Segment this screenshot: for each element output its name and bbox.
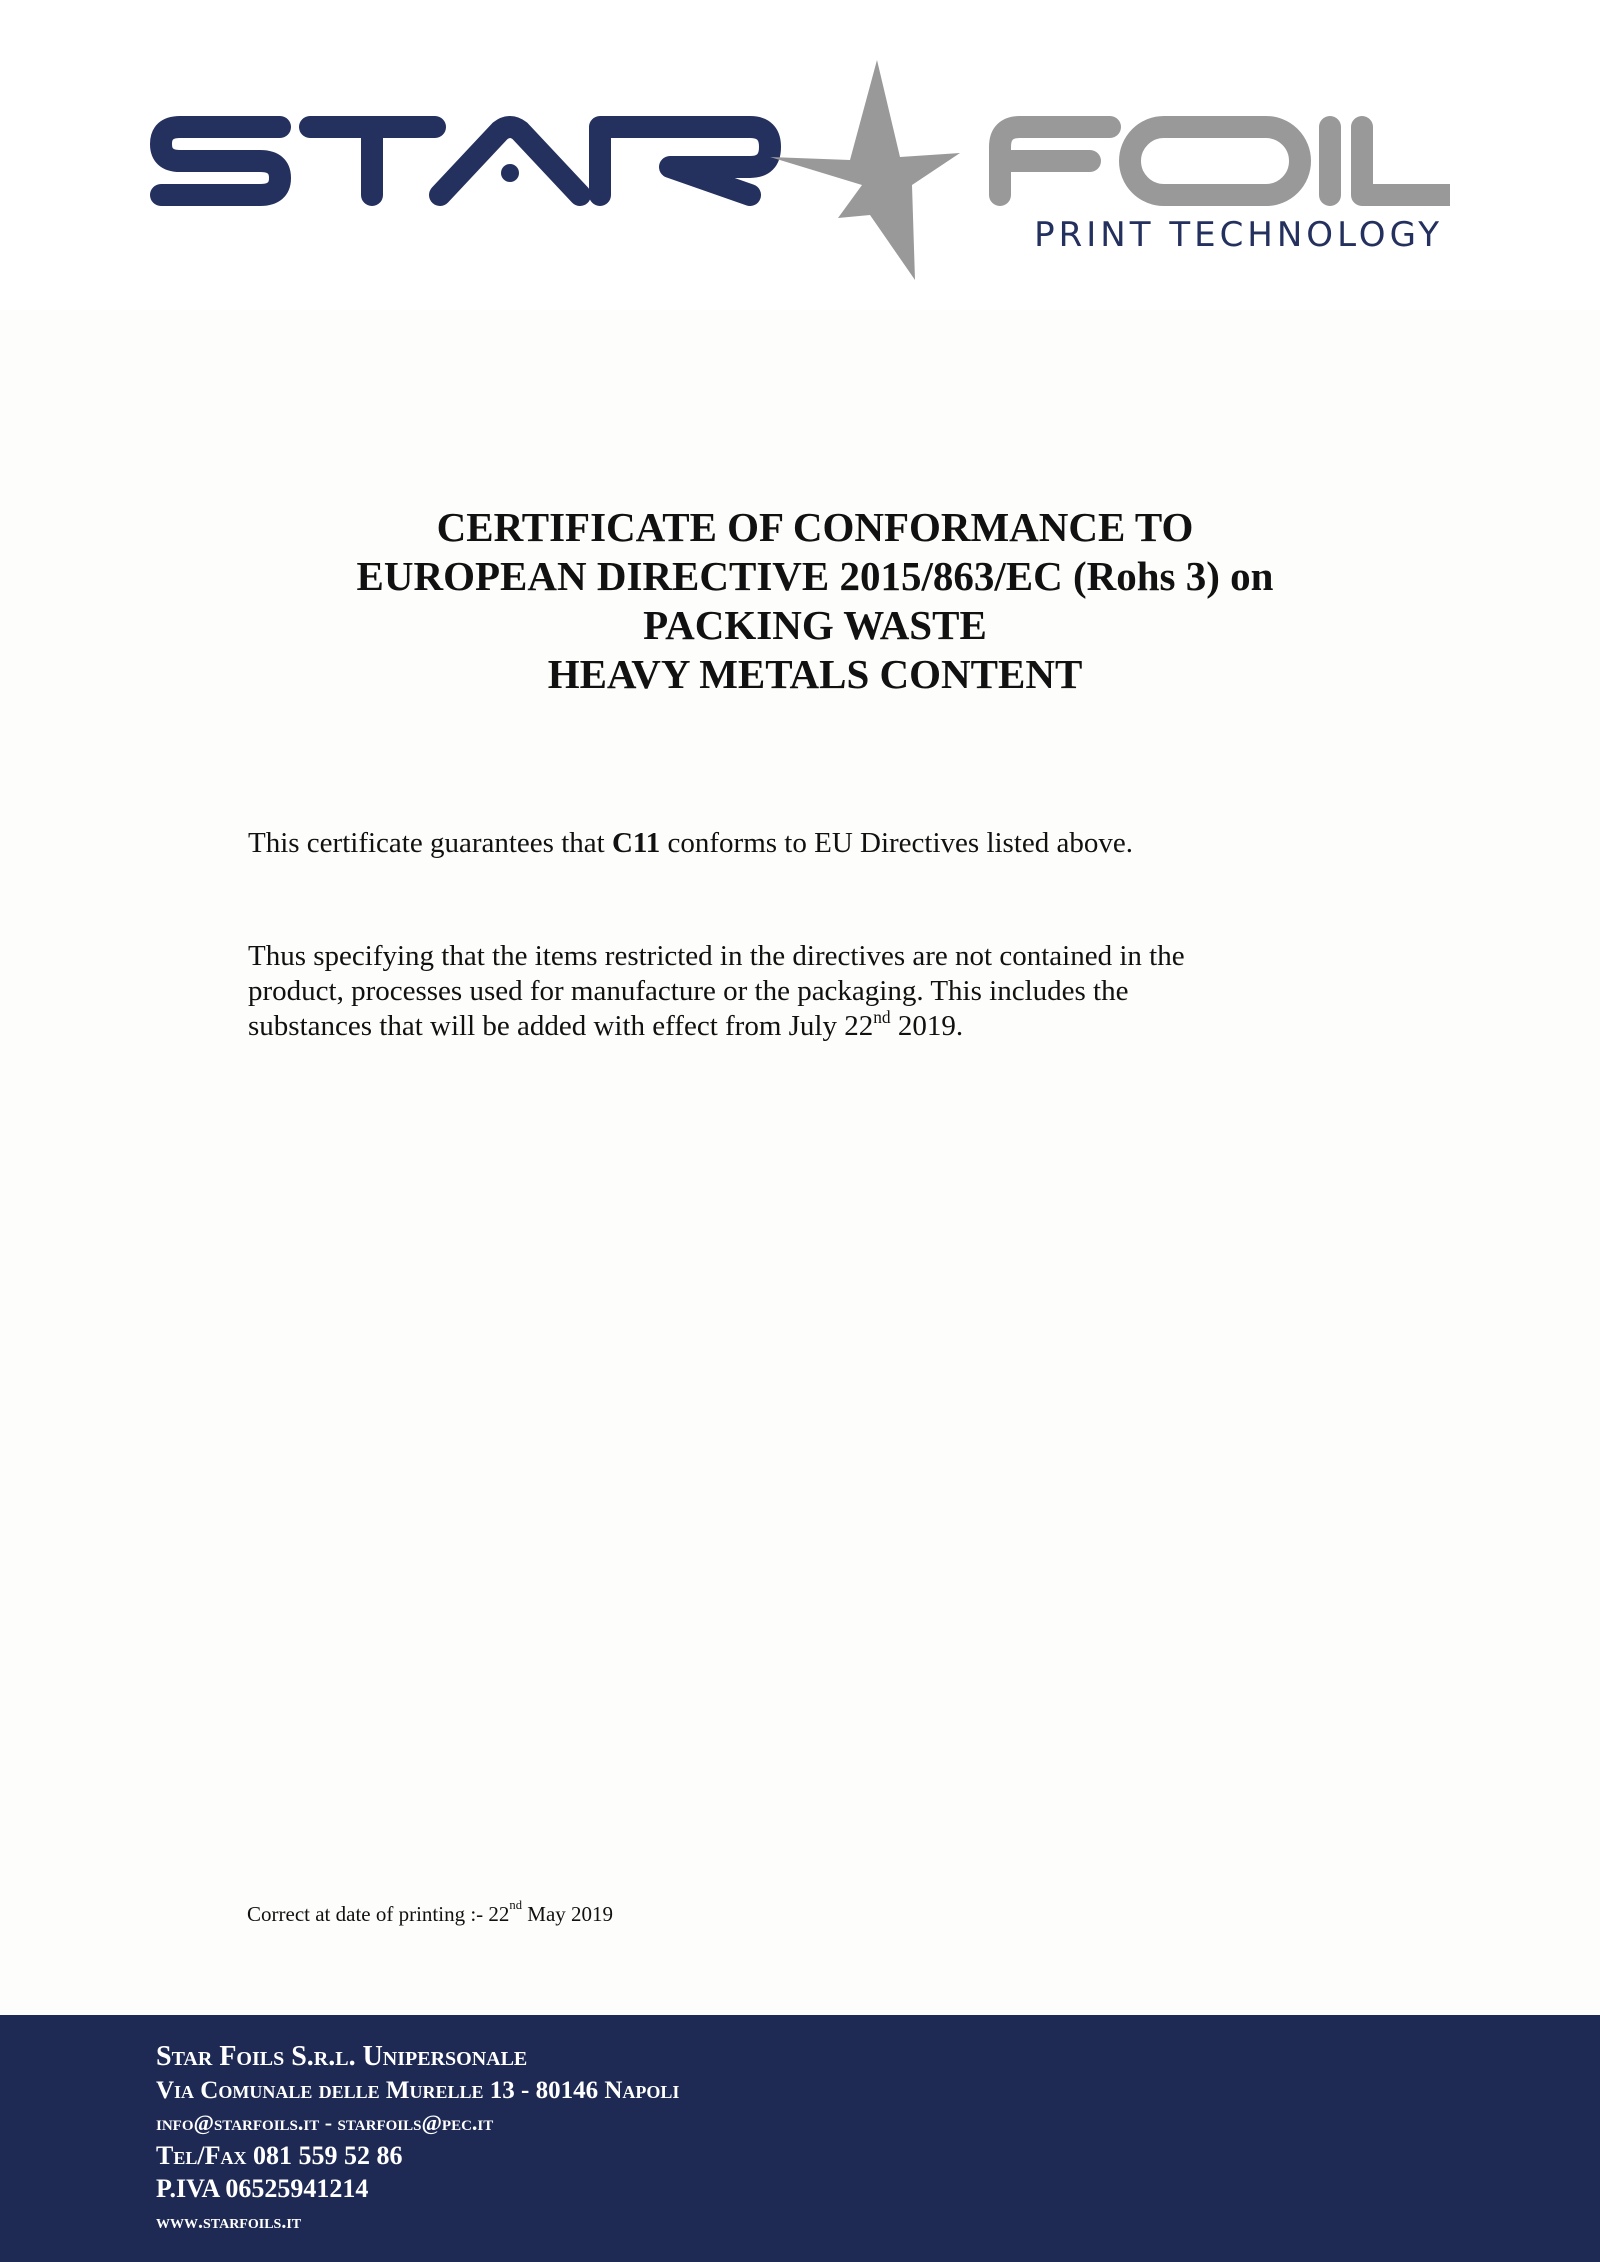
- para1-text-after: conforms to EU Directives listed above.: [660, 827, 1134, 859]
- specification-paragraph: [248, 939, 1348, 1044]
- title-line-4: HEAVY METALS CONTENT: [547, 651, 1083, 697]
- para2-ordinal-suffix: nd: [873, 1007, 891, 1027]
- product-code: C11: [611, 827, 661, 859]
- title-line-3: PACKING WASTE: [643, 602, 987, 648]
- footer-phone: Tel/Fax 081 559 52 86: [156, 2141, 403, 2170]
- para2-line-1: Thus specifying that the items restricted in the directives are not contained in the: [248, 940, 1185, 972]
- footer-emails[interactable]: info@starfoils.it - starfoils@pec.it: [156, 2110, 494, 2135]
- title-line-1: CERTIFICATE OF CONFORMANCE TO: [436, 504, 1194, 550]
- printed-date-before: Correct at date of printing :- 22: [247, 1902, 510, 1926]
- printed-date-after: May 2019: [522, 1902, 614, 1926]
- footer-contact-block: [156, 2039, 679, 2239]
- logo-tagline: PRINT TECHNOLOGY: [1034, 215, 1443, 255]
- title-line-2: EUROPEAN DIRECTIVE 2015/863/EC (Rohs 3) on: [356, 553, 1274, 599]
- para2-line-2: product, processes used for manufacture or the packaging. This includes the: [248, 975, 1129, 1007]
- footer-address: Via Comunale delle Murelle 13 - 80146 Napoli: [156, 2077, 680, 2104]
- printing-date-note: [247, 1898, 614, 1927]
- printed-date-ordinal-suffix: nd: [509, 1898, 523, 1912]
- para2-line-3-before: substances that will be added with effect from July 22: [248, 1010, 874, 1042]
- guarantee-paragraph: [248, 826, 1348, 861]
- para2-line-3: [248, 1009, 1348, 1044]
- footer-website[interactable]: www.starfoils.it: [156, 2211, 302, 2233]
- company-footer: [0, 2015, 1600, 2262]
- company-logo: [150, 55, 1450, 295]
- star-foils-logo-graphic: [150, 55, 1450, 295]
- certificate-title: [240, 503, 1390, 699]
- para1-text-before: This certificate guarantees that: [248, 827, 612, 859]
- star-icon: [770, 60, 960, 280]
- footer-vat: P.IVA 06525941214: [156, 2174, 369, 2203]
- footer-company-name: Star Foils S.r.l. Unipersonale: [156, 2041, 528, 2072]
- para2-line-3-after: 2019.: [890, 1010, 964, 1042]
